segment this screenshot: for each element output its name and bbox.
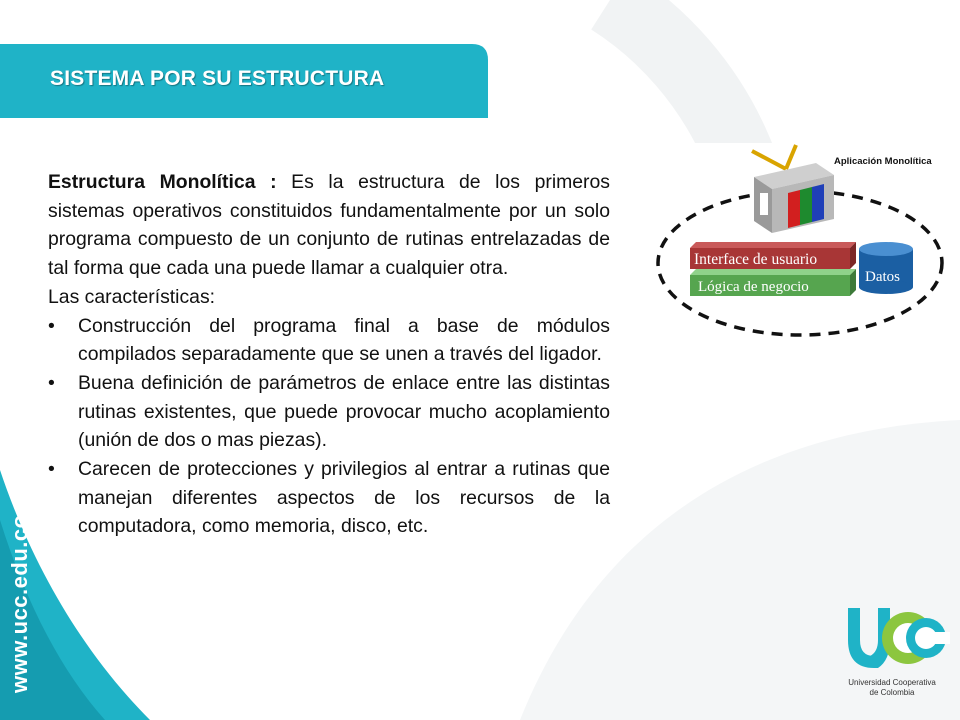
monolithic-diagram bbox=[654, 143, 950, 339]
intro-definition: Es la estructura de los primeros sistemas operativos constituidos fundamentalmente por un solo programa compuesto de un conjunto de rutinas entrelazadas de tal forma que cada una puede llamar a cualquier otra. bbox=[48, 171, 610, 280]
list-item bbox=[48, 312, 610, 369]
logo-line-2: de Colombia bbox=[869, 688, 915, 697]
logo-line-1: Universidad Cooperativa bbox=[848, 678, 936, 687]
logic-layer-label: Lógica de negocio bbox=[698, 279, 809, 295]
app-label: Aplicación Monolítica bbox=[834, 156, 932, 167]
bullet-text: Buena definición de parámetros de enlace entre las distintas rutinas existentes, que puede provocar mucho acoplamiento (unión de dos o mas piezas). bbox=[78, 371, 610, 452]
interface-layer-label: Interface de usuario bbox=[694, 251, 818, 268]
intro-term: Estructura Monolítica : bbox=[48, 171, 277, 193]
bullet-text: Carecen de protecciones y privilegios al entrar a rutinas que manejan diferentes aspectos de los recursos de la computadora, como memoria, disco, etc. bbox=[78, 458, 610, 538]
website-url: www.ucc.edu.co bbox=[7, 514, 32, 693]
database-icon bbox=[859, 242, 913, 294]
list-item bbox=[48, 455, 610, 541]
list-item bbox=[48, 369, 610, 455]
slide-title: SISTEMA POR SU ESTRUCTURA bbox=[50, 67, 385, 90]
characteristics-label: Las características: bbox=[48, 285, 216, 308]
bullet-text: Construcción del programa final a base de módulos compilados separadamente que se unen a través del ligador. bbox=[78, 314, 610, 366]
intro-paragraph bbox=[48, 168, 610, 283]
interface-layer bbox=[690, 242, 856, 269]
database-label: Datos bbox=[865, 269, 900, 285]
bullet-icon: • bbox=[48, 314, 55, 337]
slide-body bbox=[48, 168, 610, 541]
bullet-icon: • bbox=[48, 371, 55, 394]
logic-layer bbox=[690, 269, 856, 296]
bullet-icon: • bbox=[48, 458, 55, 481]
bullet-list bbox=[48, 312, 610, 542]
